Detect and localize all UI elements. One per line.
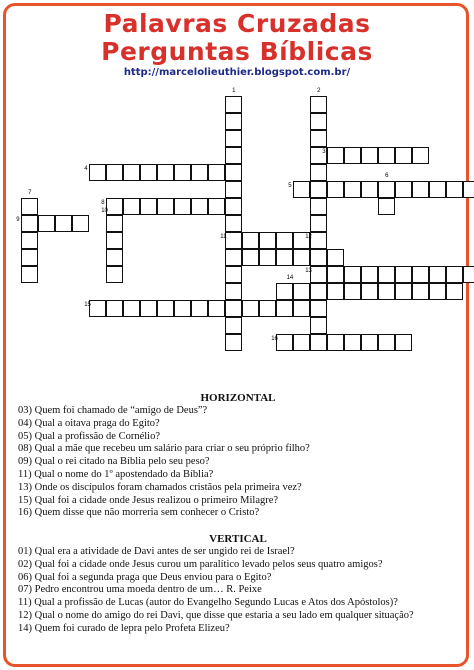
grid-cell[interactable] — [225, 334, 242, 351]
grid-cell[interactable] — [327, 283, 344, 300]
grid-cell[interactable] — [157, 198, 174, 215]
grid-cell[interactable] — [21, 232, 38, 249]
grid-cell[interactable] — [157, 300, 174, 317]
grid-cell[interactable] — [446, 181, 463, 198]
grid-cell[interactable] — [378, 334, 395, 351]
clue-v-11: 11) Qual a profissão de Lucas (autor do Evangelho Segundo Lucas e Atos dos Apóstolos)? — [18, 597, 398, 609]
clue-h-13: 13) Onde os discípulos foram chamados cristãos pela primeira vez? — [18, 481, 302, 493]
grid-cell[interactable] — [140, 164, 157, 181]
grid-cell[interactable] — [412, 147, 429, 164]
grid-cell[interactable] — [429, 181, 446, 198]
grid-cell[interactable] — [123, 198, 140, 215]
grid-cell[interactable] — [225, 232, 242, 249]
grid-cell[interactable] — [174, 198, 191, 215]
grid-cell[interactable] — [395, 147, 412, 164]
grid-cell[interactable] — [242, 300, 259, 317]
grid-cell[interactable] — [310, 283, 327, 300]
grid-cell[interactable] — [276, 300, 293, 317]
grid-cell[interactable] — [106, 215, 123, 232]
grid-cell[interactable] — [106, 164, 123, 181]
grid-cell[interactable] — [225, 215, 242, 232]
grid-cell[interactable] — [378, 266, 395, 283]
grid-cell[interactable] — [446, 283, 463, 300]
clue-number-7: 7 — [28, 189, 32, 196]
grid-cell[interactable] — [395, 283, 412, 300]
grid-cell[interactable] — [378, 181, 395, 198]
clue-v-07: 07) Pedro encontrou uma moeda dentro de um… R. Peixe — [18, 584, 262, 596]
grid-cell[interactable] — [310, 300, 327, 317]
clue-h-08: 08) Qual a mãe que recebeu um salário para criar o seu próprio filho? — [18, 443, 310, 455]
grid-cell[interactable] — [106, 198, 123, 215]
vertical-heading: VERTICAL — [209, 533, 267, 545]
grid-cell[interactable] — [89, 300, 106, 317]
grid-cell[interactable] — [327, 181, 344, 198]
grid-cell[interactable] — [412, 283, 429, 300]
clue-number-9: 9 — [16, 216, 20, 223]
grid-cell[interactable] — [191, 164, 208, 181]
grid-cell[interactable] — [38, 215, 55, 232]
grid-cell[interactable] — [225, 130, 242, 147]
grid-cell[interactable] — [72, 215, 89, 232]
grid-cell[interactable] — [429, 283, 446, 300]
grid-cell[interactable] — [293, 300, 310, 317]
clue-number-10: 10 — [101, 208, 108, 215]
grid-cell[interactable] — [276, 232, 293, 249]
grid-cell[interactable] — [208, 300, 225, 317]
clue-number-11: 11 — [220, 233, 227, 240]
grid-cell[interactable] — [21, 198, 38, 215]
grid-cell[interactable] — [361, 147, 378, 164]
grid-cell[interactable] — [310, 266, 327, 283]
grid-cell[interactable] — [225, 317, 242, 334]
grid-cell[interactable] — [412, 266, 429, 283]
grid-cell[interactable] — [225, 164, 242, 181]
grid-cell[interactable] — [225, 113, 242, 130]
grid-cell[interactable] — [174, 164, 191, 181]
grid-cell[interactable] — [89, 164, 106, 181]
grid-cell[interactable] — [344, 181, 361, 198]
clue-number-1: 1 — [232, 87, 236, 94]
grid-cell[interactable] — [310, 317, 327, 334]
grid-cell[interactable] — [327, 266, 344, 283]
grid-cell[interactable] — [259, 249, 276, 266]
grid-cell[interactable] — [276, 283, 293, 300]
grid-cell[interactable] — [378, 147, 395, 164]
grid-cell[interactable] — [310, 334, 327, 351]
grid-cell[interactable] — [310, 130, 327, 147]
grid-cell[interactable] — [463, 266, 474, 283]
clue-number-16: 16 — [271, 335, 278, 342]
clue-number-3: 3 — [322, 148, 326, 155]
grid-cell[interactable] — [344, 266, 361, 283]
blog-url[interactable]: http://marcelolieuthier.blogspot.com.br/ — [123, 67, 351, 78]
clue-number-4: 4 — [84, 165, 88, 172]
grid-cell[interactable] — [140, 198, 157, 215]
title-line-2: Perguntas Bíblicas — [101, 37, 373, 66]
clue-number-13: 13 — [305, 267, 312, 274]
grid-cell[interactable] — [106, 249, 123, 266]
clue-number-5: 5 — [288, 182, 292, 189]
grid-cell[interactable] — [123, 300, 140, 317]
clue-number-8: 8 — [101, 199, 105, 206]
grid-cell[interactable] — [310, 181, 327, 198]
grid-cell[interactable] — [361, 283, 378, 300]
grid-cell[interactable] — [395, 181, 412, 198]
clue-v-01: 01) Qual era a atividade de Davi antes de ser ungido rei de Israel? — [18, 546, 295, 557]
grid-cell[interactable] — [208, 164, 225, 181]
grid-cell[interactable] — [293, 249, 310, 266]
clue-h-03: 03) Quem foi chamado de “amigo de Deus”? — [18, 405, 208, 416]
grid-cell[interactable] — [429, 266, 446, 283]
clue-v-06: 06) Qual foi a segunda praga que Deus enviou para o Egito? — [18, 571, 272, 583]
clue-h-09: 09) Qual o rei citado na Bíblia pelo seu peso? — [18, 456, 210, 468]
grid-cell[interactable] — [293, 283, 310, 300]
grid-cell[interactable] — [378, 283, 395, 300]
grid-cell[interactable] — [293, 181, 310, 198]
clue-h-04: 04) Qual a oitava praga do Egito? — [18, 417, 160, 429]
grid-cell[interactable] — [21, 249, 38, 266]
grid-cell[interactable] — [361, 181, 378, 198]
grid-cell[interactable] — [259, 300, 276, 317]
grid-cell[interactable] — [174, 300, 191, 317]
grid-cell[interactable] — [310, 198, 327, 215]
grid-cell[interactable] — [225, 147, 242, 164]
clue-number-15: 15 — [84, 301, 91, 308]
grid-cell[interactable] — [276, 334, 293, 351]
grid-cell[interactable] — [191, 198, 208, 215]
grid-cell[interactable] — [225, 266, 242, 283]
grid-cell[interactable] — [276, 249, 293, 266]
grid-cell[interactable] — [225, 300, 242, 317]
horizontal-heading: HORIZONTAL — [200, 392, 276, 404]
grid-cell[interactable] — [225, 249, 242, 266]
grid-cell[interactable] — [21, 266, 38, 283]
grid-cell[interactable] — [55, 215, 72, 232]
grid-cell[interactable] — [310, 215, 327, 232]
clue-h-05: 05) Qual a profissão de Cornélio? — [18, 430, 161, 442]
clue-number-12: 12 — [305, 233, 312, 240]
grid-cell[interactable] — [327, 147, 344, 164]
grid-cell[interactable] — [310, 113, 327, 130]
grid-cell[interactable] — [327, 249, 344, 266]
grid-cell[interactable] — [140, 300, 157, 317]
grid-cell[interactable] — [310, 164, 327, 181]
clue-h-11: 11) Qual o nome do 1º apostendado da Bíblia? — [18, 468, 214, 480]
grid-cell[interactable] — [344, 283, 361, 300]
grid-cell[interactable] — [157, 164, 174, 181]
grid-cell[interactable] — [259, 232, 276, 249]
grid-cell[interactable] — [208, 198, 225, 215]
grid-cell[interactable] — [412, 181, 429, 198]
clue-v-14: 14) Quem foi curado de lepra pelo Profeta Elizeu? — [18, 622, 230, 634]
grid-cell[interactable] — [327, 334, 344, 351]
grid-cell[interactable] — [344, 147, 361, 164]
clue-number-6: 6 — [385, 172, 389, 179]
grid-cell[interactable] — [310, 96, 327, 113]
grid-cell[interactable] — [395, 266, 412, 283]
grid-cell[interactable] — [446, 266, 463, 283]
grid-cell[interactable] — [310, 232, 327, 249]
clue-h-16: 16) Quem disse que não morreria sem conhecer o Cristo? — [18, 507, 260, 519]
grid-cell[interactable] — [106, 266, 123, 283]
grid-cell[interactable] — [463, 181, 474, 198]
grid-cell[interactable] — [225, 181, 242, 198]
grid-cell[interactable] — [293, 334, 310, 351]
grid-cell[interactable] — [106, 232, 123, 249]
grid-cell[interactable] — [395, 334, 412, 351]
clue-h-15: 15) Qual foi a cidade onde Jesus realizou o primeiro Milagre? — [18, 494, 279, 506]
grid-cell[interactable] — [123, 164, 140, 181]
grid-cell[interactable] — [21, 215, 38, 232]
grid-cell[interactable] — [361, 334, 378, 351]
clue-number-2: 2 — [317, 87, 321, 94]
grid-cell[interactable] — [242, 232, 259, 249]
grid-cell[interactable] — [344, 334, 361, 351]
grid-cell[interactable] — [310, 249, 327, 266]
clue-v-02: 02) Qual foi a cidade onde Jesus curou um paralítico levado pelos seus quatro amigos? — [18, 558, 383, 570]
horizontal-clues — [18, 392, 458, 520]
grid-cell[interactable] — [361, 266, 378, 283]
vertical-clues — [18, 533, 458, 636]
title-line-1: Palavras Cruzadas — [103, 9, 371, 38]
grid-cell[interactable] — [225, 198, 242, 215]
grid-cell[interactable] — [225, 283, 242, 300]
clue-number-14: 14 — [286, 274, 294, 281]
grid-cell[interactable] — [191, 300, 208, 317]
grid-cell[interactable] — [242, 249, 259, 266]
grid-cell[interactable] — [225, 96, 242, 113]
grid-cell[interactable] — [106, 300, 123, 317]
grid-cell[interactable] — [378, 198, 395, 215]
clue-v-12: 12) Qual o nome do amigo do rei Davi, que disse que estaria a seu lado em qualquer situação? — [18, 609, 414, 621]
